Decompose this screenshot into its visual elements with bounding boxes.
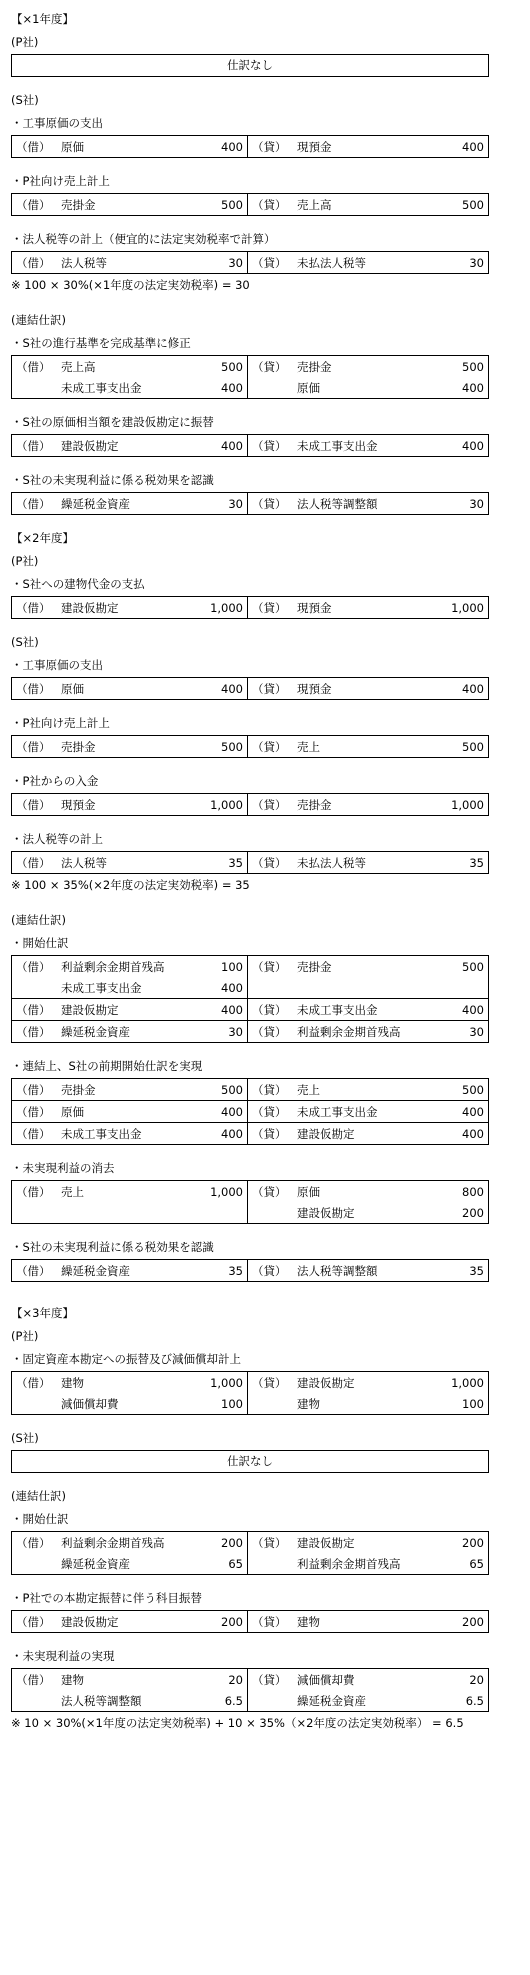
journal-entry-table	[11, 135, 489, 158]
company-label: (連結仕訳)	[11, 1489, 66, 1503]
credit-side: （貸）	[252, 600, 287, 615]
debit-side: （借）	[16, 1672, 51, 1687]
credit-amount: 400	[417, 1123, 489, 1145]
journal-row	[12, 493, 489, 515]
debit-side: （借）	[16, 797, 51, 812]
credit-side: （貸）	[252, 255, 287, 270]
credit-account: 原価	[297, 1184, 320, 1199]
debit-account: 原価	[61, 1101, 181, 1123]
debit-amount: 200	[181, 1532, 248, 1554]
calc-note: ※ 10 × 30%(×1年度の法定実効税率) + 10 × 35%（×2年度の法定実効税率） = 6.5	[11, 1716, 464, 1730]
entry-title: ・開始仕訳	[11, 1512, 69, 1526]
debit-amount: 1,000	[181, 1372, 248, 1394]
debit-side: （借）	[12, 1021, 62, 1043]
spacer	[11, 619, 489, 631]
debit-side: （借）	[16, 1375, 51, 1390]
journal-row	[12, 1393, 489, 1415]
journal-row	[12, 736, 489, 758]
debit-account: 未成工事支出金	[61, 980, 142, 995]
credit-amount: 30	[417, 1021, 489, 1043]
debit-side: （借）	[16, 197, 51, 212]
credit-amount: 400	[417, 999, 489, 1021]
credit-side: （貸）	[252, 855, 287, 870]
no-journal-box: 仕訳なし	[11, 54, 489, 77]
spacer	[11, 700, 489, 712]
credit-amount: 800	[462, 1184, 484, 1199]
spacer	[11, 77, 489, 89]
debit-amount: 35	[181, 1260, 248, 1282]
credit-amount: 20	[469, 1672, 484, 1687]
debit-amount: 400	[181, 435, 248, 457]
credit-amount: 1,000	[451, 797, 484, 812]
credit-amount: 30	[469, 496, 484, 511]
journal-entry-table	[11, 793, 489, 816]
journal-entry-table	[11, 434, 489, 457]
credit-amount: 500	[462, 197, 484, 212]
credit-amount: 200	[462, 1614, 484, 1629]
journal-row	[12, 1202, 489, 1224]
journal-entry-table	[11, 1668, 489, 1712]
debit-account: 繰延税金資産	[61, 1263, 130, 1278]
credit-side: （貸）	[252, 959, 287, 974]
debit-side: （借）	[16, 681, 51, 696]
debit-amount: 1,000	[181, 597, 248, 619]
spacer	[11, 297, 489, 309]
debit-amount: 6.5	[181, 1690, 248, 1712]
debit-side	[12, 977, 62, 999]
journal-row	[12, 678, 489, 700]
no-journal-box: 仕訳なし	[11, 1450, 489, 1473]
calc-note: ※ 100 × 30%(×1年度の法定実効税率) = 30	[11, 278, 250, 292]
debit-account: 売掛金	[61, 197, 96, 212]
debit-side: （借）	[16, 139, 51, 154]
journal-row	[12, 377, 489, 399]
credit-amount: 200	[462, 1535, 484, 1550]
debit-amount: 400	[181, 1123, 248, 1145]
year-heading: 【×1年度】	[11, 12, 74, 26]
debit-amount: 30	[181, 1021, 248, 1043]
credit-amount: 400	[462, 380, 484, 395]
credit-amount: 400	[462, 681, 484, 696]
credit-amount: 65	[469, 1556, 484, 1571]
debit-amount: 100	[181, 1393, 248, 1415]
debit-account: 売掛金	[61, 1082, 96, 1097]
company-label: (S社)	[11, 635, 39, 649]
credit-account: 売上	[297, 739, 320, 754]
credit-side: （貸）	[252, 1375, 287, 1390]
entry-title: ・開始仕訳	[11, 936, 69, 950]
journal-row	[12, 1021, 489, 1043]
journal-entry-table	[11, 492, 489, 515]
spacer	[11, 1575, 489, 1587]
debit-amount: 30	[181, 252, 248, 274]
credit-amount	[417, 977, 489, 999]
debit-side: （借）	[12, 1123, 62, 1145]
credit-side: （貸）	[252, 1614, 287, 1629]
entry-title: ・未実現利益の実現	[11, 1649, 115, 1663]
journal-entry-table	[11, 1078, 489, 1145]
entry-title: ・固定資産本勘定への振替及び減価償却計上	[11, 1352, 241, 1366]
spacer	[11, 816, 489, 828]
credit-amount: 200	[462, 1205, 484, 1220]
debit-account: 建設仮勘定	[61, 438, 119, 453]
debit-account: 建設仮勘定	[61, 1614, 119, 1629]
entry-title: ・P社からの入金	[11, 774, 99, 788]
debit-amount: 400	[181, 977, 248, 999]
credit-account: 売掛金	[297, 959, 332, 974]
company-label: (連結仕訳)	[11, 313, 66, 327]
entry-title: ・工事原価の支出	[11, 658, 103, 672]
credit-side: （貸）	[252, 496, 287, 511]
debit-amount: 20	[181, 1669, 248, 1691]
journal-row	[12, 1260, 489, 1282]
journal-row	[12, 1690, 489, 1712]
debit-account: 未成工事支出金	[61, 1123, 181, 1145]
credit-account: 建物	[297, 1614, 320, 1629]
credit-amount: 400	[462, 438, 484, 453]
credit-account: 未成工事支出金	[297, 999, 417, 1021]
journal-row	[12, 852, 489, 874]
credit-side	[248, 1202, 298, 1224]
entry-title: ・S社の未実現利益に係る税効果を認識	[11, 473, 214, 487]
journal-row	[12, 194, 489, 216]
entry-title: ・連結上、S社の前期開始仕訳を実現	[11, 1059, 203, 1073]
entry-title: ・P社向け売上計上	[11, 174, 110, 188]
journal-entry-table	[11, 1371, 489, 1415]
credit-account: 未成工事支出金	[297, 438, 378, 453]
spacer	[11, 515, 489, 527]
debit-account: 建物	[61, 1672, 84, 1687]
spacer	[11, 399, 489, 411]
credit-side	[248, 1690, 298, 1712]
journal-row	[12, 956, 489, 978]
debit-amount: 400	[181, 678, 248, 700]
credit-amount: 1,000	[451, 1375, 484, 1390]
journal-entry-table	[11, 193, 489, 216]
debit-side: （借）	[16, 1263, 51, 1278]
credit-side	[248, 977, 298, 999]
journal-entry-table	[11, 677, 489, 700]
credit-account: 未払法人税等	[297, 855, 366, 870]
entry-title: ・P社向け売上計上	[11, 716, 110, 730]
debit-side: （借）	[16, 739, 51, 754]
debit-side	[12, 1690, 62, 1712]
debit-account: 未成工事支出金	[61, 380, 142, 395]
journal-row	[12, 597, 489, 619]
credit-account: 未成工事支出金	[297, 1101, 417, 1123]
credit-amount: 6.5	[465, 1693, 484, 1708]
spacer	[11, 1633, 489, 1645]
debit-amount: 500	[181, 1079, 248, 1101]
entry-title: ・未実現利益の消去	[11, 1161, 115, 1175]
debit-account: 建物	[61, 1375, 84, 1390]
credit-amount: 30	[469, 255, 484, 270]
debit-account: 売上高	[61, 359, 96, 374]
journal-row	[12, 1553, 489, 1575]
journal-row	[12, 1181, 489, 1203]
entry-title: ・S社の未実現利益に係る税効果を認識	[11, 1240, 214, 1254]
credit-side	[248, 1553, 298, 1575]
credit-amount: 400	[417, 1101, 489, 1123]
credit-account: 建設仮勘定	[297, 1535, 355, 1550]
journal-entry-table	[11, 251, 489, 274]
entry-title: ・S社の原価相当額を建設仮勘定に振替	[11, 415, 214, 429]
credit-account: 利益剰余金期首残高	[297, 1556, 401, 1571]
journal-row	[12, 435, 489, 457]
entry-title: ・S社への建物代金の支払	[11, 577, 145, 591]
debit-side: （借）	[16, 438, 51, 453]
credit-account: 建物	[297, 1396, 320, 1411]
credit-amount: 35	[469, 855, 484, 870]
spacer	[11, 897, 489, 909]
debit-amount: 30	[181, 493, 248, 515]
credit-side: （貸）	[252, 1535, 287, 1550]
credit-side: （貸）	[252, 197, 287, 212]
credit-amount: 35	[469, 1263, 484, 1278]
journal-row	[12, 252, 489, 274]
journal-entry-table	[11, 1259, 489, 1282]
company-label: (P社)	[11, 554, 39, 568]
debit-account: 売掛金	[61, 739, 96, 754]
debit-account: 利益剰余金期首残高	[61, 959, 165, 974]
spacer	[11, 216, 489, 228]
debit-side: （借）	[16, 855, 51, 870]
debit-side	[12, 377, 62, 399]
journal-row	[12, 1123, 489, 1145]
spacer	[11, 158, 489, 170]
credit-amount: 100	[462, 1396, 484, 1411]
entry-title: ・法人税等の計上	[11, 832, 103, 846]
debit-account: 繰延税金資産	[61, 496, 130, 511]
journal-entry-table	[11, 851, 489, 874]
debit-account: 原価	[61, 681, 84, 696]
debit-account: 法人税等	[61, 255, 107, 270]
debit-side: （借）	[16, 600, 51, 615]
year-heading: 【×2年度】	[11, 531, 74, 545]
journal-entry-table	[11, 735, 489, 758]
credit-side: （貸）	[248, 1123, 298, 1145]
year-heading: 【×3年度】	[11, 1306, 74, 1320]
debit-account: 原価	[61, 139, 84, 154]
debit-amount: 500	[181, 356, 248, 378]
credit-side: （貸）	[252, 1082, 287, 1097]
credit-account: 原価	[297, 380, 320, 395]
debit-amount: 35	[181, 852, 248, 874]
journal-row	[12, 1372, 489, 1394]
journal-row	[12, 999, 489, 1021]
journal-row	[12, 1611, 489, 1633]
credit-side: （貸）	[252, 681, 287, 696]
credit-side: （貸）	[248, 1101, 298, 1123]
debit-amount: 400	[181, 377, 248, 399]
debit-side: （借）	[16, 1535, 51, 1550]
debit-amount: 100	[181, 956, 248, 978]
spacer	[11, 758, 489, 770]
credit-amount: 500	[462, 1082, 484, 1097]
entry-title: ・S社の進行基準を完成基準に修正	[11, 336, 191, 350]
journal-row	[12, 136, 489, 158]
debit-amount: 400	[181, 999, 248, 1021]
credit-amount: 500	[462, 739, 484, 754]
journal-entry-table	[11, 1180, 489, 1224]
journal-entry-table	[11, 1531, 489, 1575]
debit-side: （借）	[16, 1082, 51, 1097]
credit-side	[248, 377, 298, 399]
credit-account: 現預金	[297, 600, 332, 615]
credit-account: 建設仮勘定	[297, 1123, 417, 1145]
credit-account: 建設仮勘定	[297, 1375, 355, 1390]
entry-title: ・工事原価の支出	[11, 116, 103, 130]
credit-side: （貸）	[248, 999, 298, 1021]
credit-account: 繰延税金資産	[297, 1693, 366, 1708]
credit-account: 法人税等調整額	[297, 1263, 378, 1278]
debit-side	[12, 1202, 62, 1224]
credit-account: 売上	[297, 1082, 320, 1097]
debit-amount: 1,000	[181, 794, 248, 816]
company-label: (S社)	[11, 93, 39, 107]
debit-amount: 500	[181, 736, 248, 758]
credit-side: （貸）	[252, 739, 287, 754]
journal-row	[12, 1079, 489, 1101]
credit-account: 減価償却費	[297, 1672, 355, 1687]
credit-amount: 1,000	[451, 600, 484, 615]
credit-account: 現預金	[297, 139, 332, 154]
journal-entry-table	[11, 955, 489, 1043]
debit-amount: 400	[181, 1101, 248, 1123]
journal-row	[12, 977, 489, 999]
debit-side: （借）	[12, 1101, 62, 1123]
debit-amount: 65	[181, 1553, 248, 1575]
debit-side: （借）	[16, 359, 51, 374]
debit-account: 売上	[61, 1184, 84, 1199]
credit-account: 売掛金	[297, 359, 332, 374]
debit-side	[12, 1553, 62, 1575]
debit-account: 建設仮勘定	[61, 999, 181, 1021]
calc-note: ※ 100 × 35%(×2年度の法定実効税率) = 35	[11, 878, 250, 892]
debit-amount: 1,000	[181, 1181, 248, 1203]
credit-account: 現預金	[297, 681, 332, 696]
debit-account: 現預金	[61, 797, 96, 812]
credit-side: （貸）	[252, 1672, 287, 1687]
debit-side: （借）	[16, 959, 51, 974]
credit-side: （貸）	[252, 797, 287, 812]
journal-entry-table	[11, 596, 489, 619]
credit-amount: 500	[462, 959, 484, 974]
journal-row	[12, 1101, 489, 1123]
debit-account: 利益剰余金期首残高	[61, 1535, 165, 1550]
spacer	[11, 457, 489, 469]
credit-account: 法人税等調整額	[297, 496, 378, 511]
journal-row	[12, 1669, 489, 1691]
company-label: (P社)	[11, 1329, 39, 1343]
debit-side: （借）	[12, 999, 62, 1021]
spacer	[11, 1415, 489, 1427]
credit-amount: 500	[462, 359, 484, 374]
debit-account: 減価償却費	[61, 1396, 119, 1411]
credit-side: （貸）	[252, 359, 287, 374]
debit-side: （借）	[16, 1184, 51, 1199]
debit-amount: 400	[181, 136, 248, 158]
credit-account: 未払法人税等	[297, 255, 366, 270]
debit-amount: 500	[181, 194, 248, 216]
company-label: (連結仕訳)	[11, 913, 66, 927]
debit-account: 法人税等	[61, 855, 107, 870]
company-label: (P社)	[11, 35, 39, 49]
credit-account	[297, 977, 417, 999]
journal-document	[11, 8, 489, 1735]
credit-account: 建設仮勘定	[297, 1205, 355, 1220]
debit-account: 繰延税金資産	[61, 1556, 130, 1571]
journal-row	[12, 1532, 489, 1554]
company-label: (S社)	[11, 1431, 39, 1445]
debit-account: 建設仮勘定	[61, 600, 119, 615]
credit-side: （貸）	[252, 438, 287, 453]
debit-account: 繰延税金資産	[61, 1021, 181, 1043]
journal-row	[12, 356, 489, 378]
debit-side	[12, 1393, 62, 1415]
journal-entry-table	[11, 1610, 489, 1633]
credit-side: （貸）	[248, 1021, 298, 1043]
spacer	[11, 1224, 489, 1236]
journal-entry-table	[11, 355, 489, 399]
credit-side: （貸）	[252, 139, 287, 154]
entry-title: ・P社での本勘定振替に伴う科目振替	[11, 1591, 202, 1605]
debit-account	[61, 1202, 181, 1224]
debit-side: （借）	[16, 1614, 51, 1629]
debit-amount	[181, 1202, 248, 1224]
debit-side: （借）	[16, 255, 51, 270]
spacer	[11, 1473, 489, 1485]
debit-amount: 200	[181, 1611, 248, 1633]
credit-amount: 400	[462, 139, 484, 154]
credit-account: 売掛金	[297, 797, 332, 812]
spacer	[11, 1145, 489, 1157]
credit-side: （貸）	[252, 1263, 287, 1278]
debit-side: （借）	[16, 496, 51, 511]
credit-side: （貸）	[252, 1184, 287, 1199]
journal-row	[12, 794, 489, 816]
debit-account: 法人税等調整額	[61, 1693, 142, 1708]
credit-account: 利益剰余金期首残高	[297, 1021, 417, 1043]
entry-title: ・法人税等の計上（便宜的に法定実効税率で計算）	[11, 232, 276, 246]
credit-side	[248, 1393, 298, 1415]
spacer	[11, 1282, 489, 1302]
credit-account: 売上高	[297, 197, 332, 212]
spacer	[11, 1043, 489, 1055]
